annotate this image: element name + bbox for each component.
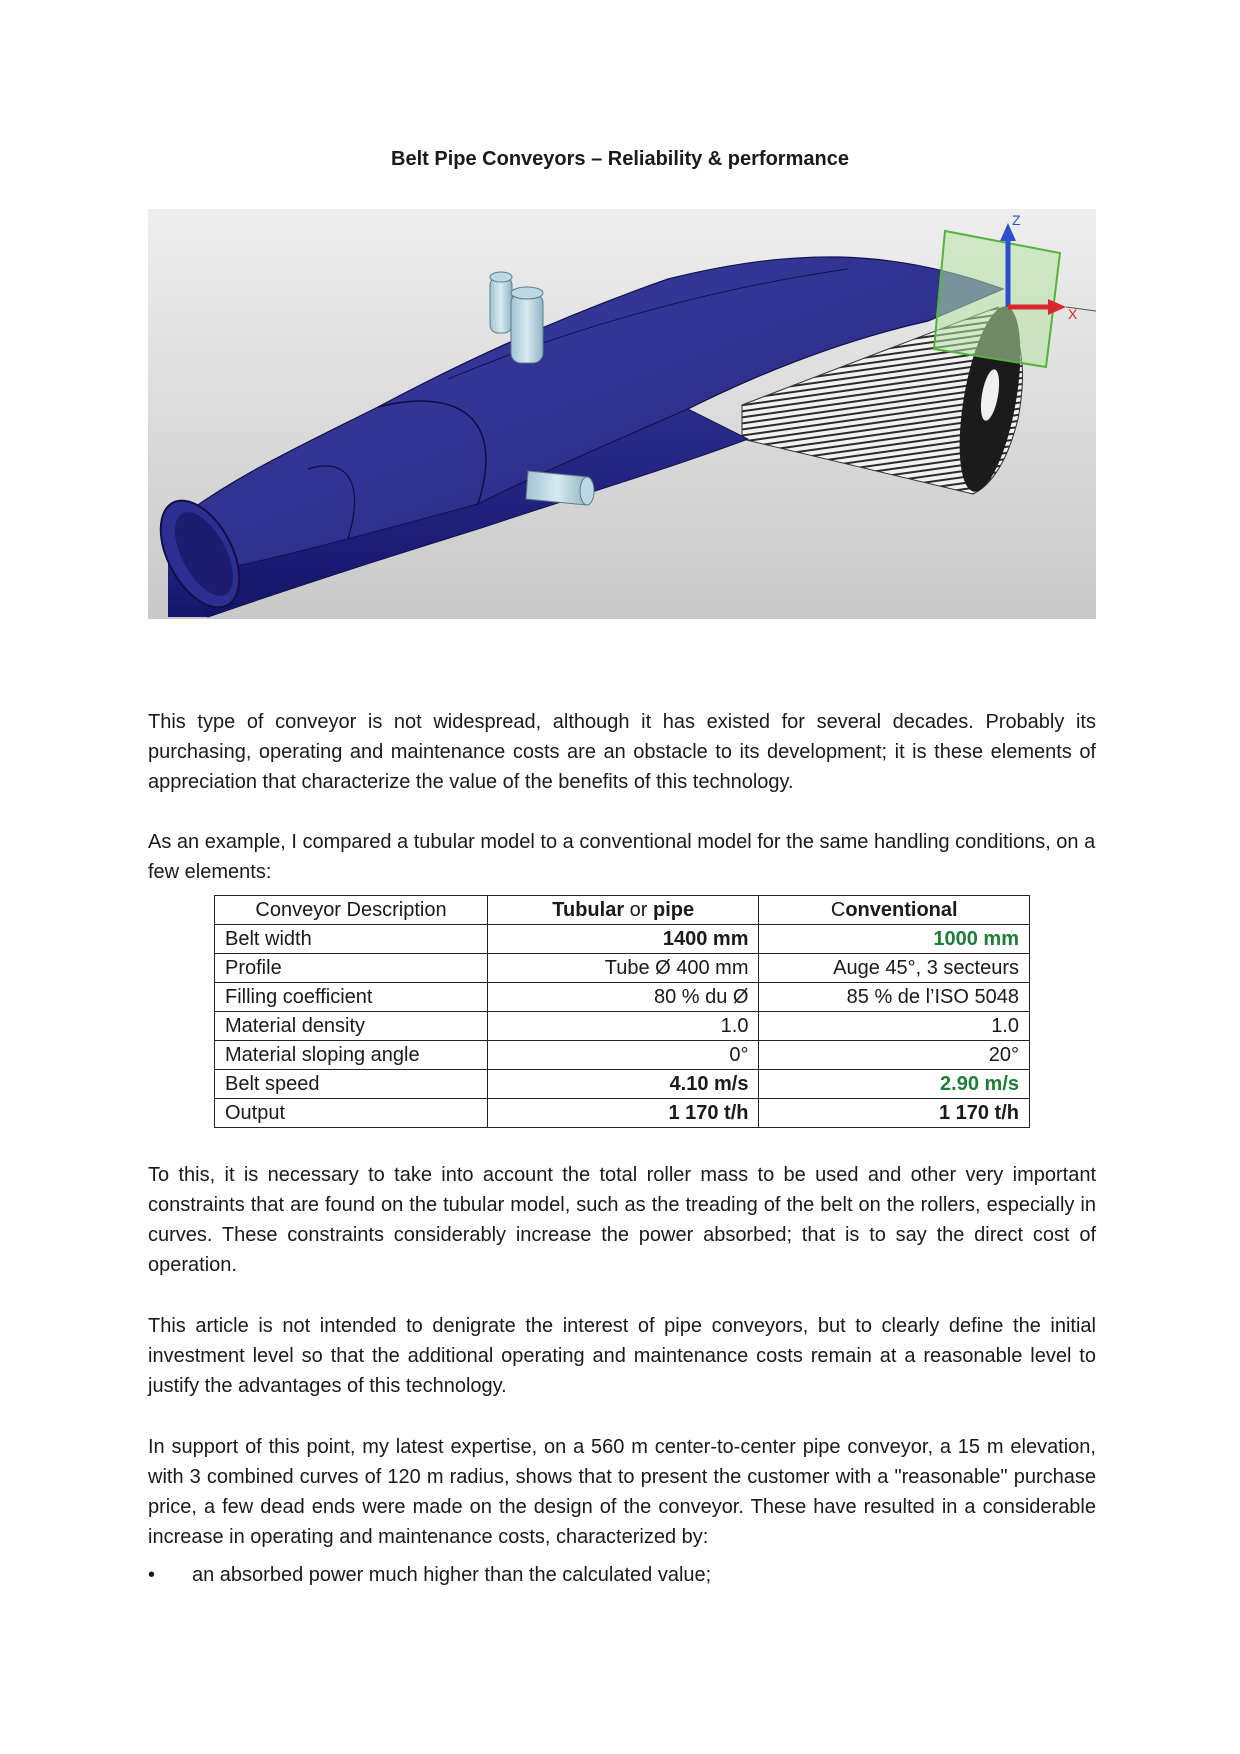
- header-conventional-rest: onventional: [845, 899, 958, 921]
- table-row: [215, 925, 1030, 954]
- paragraph-example: As an example, I compared a tubular model to a conventional model for the same handling conditions, on a few elements:: [148, 831, 1096, 883]
- row-conventional-value: 1000 mm: [759, 925, 1030, 954]
- table-row: [215, 1070, 1030, 1099]
- row-conventional-value: 20°: [759, 1041, 1030, 1070]
- table-row: [215, 954, 1030, 983]
- header-or-word: or: [624, 899, 654, 921]
- row-conventional-value: 1 170 t/h: [759, 1099, 1030, 1128]
- header-pipe-word: pipe: [653, 899, 695, 921]
- row-label: Material sloping angle: [215, 1041, 488, 1070]
- row-label: Belt speed: [215, 1070, 488, 1099]
- row-tubular-value: 1.0: [487, 1012, 759, 1041]
- table-row: [215, 1041, 1030, 1070]
- row-tubular-value: 1 170 t/h: [487, 1099, 759, 1128]
- table-row: [215, 1099, 1030, 1128]
- row-tubular-value: 4.10 m/s: [487, 1070, 759, 1099]
- row-conventional-value: 2.90 m/s: [759, 1070, 1030, 1099]
- row-label: Material density: [215, 1012, 488, 1041]
- row-tubular-value: 1400 mm: [487, 925, 759, 954]
- table-row: [215, 983, 1030, 1012]
- table-row: [215, 1012, 1030, 1041]
- table-header-row: [215, 896, 1030, 925]
- axis-z-label: Z: [1012, 212, 1021, 228]
- row-conventional-value: Auge 45°, 3 secteurs: [759, 954, 1030, 983]
- header-tubular-word: Tubular: [552, 899, 625, 921]
- row-tubular-value: Tube Ø 400 mm: [487, 954, 759, 983]
- axis-x-label: X: [1068, 306, 1078, 322]
- row-tubular-value: 80 % du Ø: [487, 983, 759, 1012]
- row-tubular-value: 0°: [487, 1041, 759, 1070]
- row-label: Belt width: [215, 925, 488, 954]
- row-label: Profile: [215, 954, 488, 983]
- bullet-marker: •: [148, 1564, 156, 1586]
- paragraph-expertise: In support of this point, my latest expertise, on a 560 m center-to-center pipe conveyor, a 15 m elevation, with 3 combined curves of 120 m radius, shows that to present the customer with a "reasonable" purchase price, a few dead ends were made on the design of the conveyor. These have resulted in a considerable increase in operating and maintenance costs, characterized by:: [148, 1436, 1096, 1548]
- row-label: Filling coefficient: [215, 983, 488, 1012]
- row-label: Output: [215, 1099, 488, 1128]
- document-title: Belt Pipe Conveyors – Reliability & performance: [391, 148, 849, 170]
- header-conventional-initial: C: [830, 899, 846, 921]
- row-conventional-value: 85 % de l’ISO 5048: [759, 983, 1030, 1012]
- row-conventional-value: 1.0: [759, 1012, 1030, 1041]
- paragraph-purpose: This article is not intended to denigrate the interest of pipe conveyors, but to clearly define the initial investment level so that the additional operating and maintenance costs remain at a reasonable level to justify the advantages of this technology.: [148, 1315, 1096, 1397]
- bullet-text: an absorbed power much higher than the calculated value;: [192, 1564, 712, 1586]
- header-conventional: [759, 896, 1030, 925]
- paragraph-constraints: To this, it is necessary to take into account the total roller mass to be used and other very important constraints that are found on the tubular model, such as the treading of the belt on the rollers, especially in curves. These constraints considerably increase the power absorbed; that is to say the direct cost of operation.: [148, 1164, 1096, 1276]
- header-description: Conveyor Description: [215, 896, 488, 925]
- conveyor-3d-figure: [148, 209, 1096, 619]
- header-tubular: [487, 896, 759, 925]
- paragraph-intro: This type of conveyor is not widespread, although it has existed for several decades. Probably its purchasing, operating and maintenance costs are an obstacle to its development; it is these elements of appreciation that characterize the value of the benefits of this technology.: [148, 711, 1096, 793]
- comparison-table: [214, 895, 1030, 1128]
